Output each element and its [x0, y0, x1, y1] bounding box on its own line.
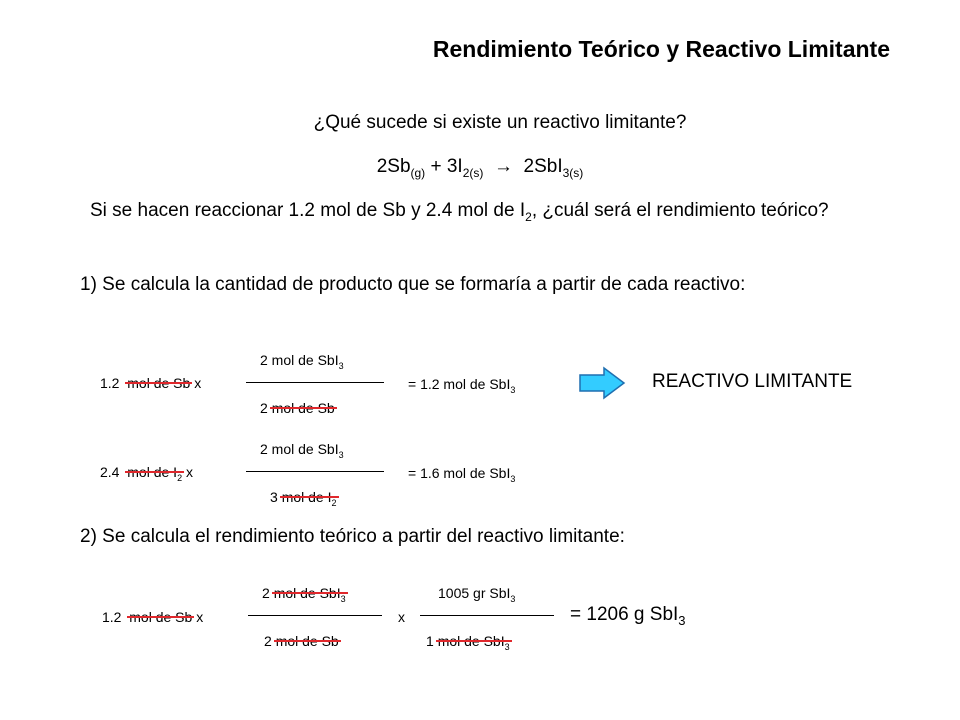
calc3-qty: 1.2	[102, 609, 122, 625]
calc2-unit-text: mol de I	[127, 464, 178, 480]
calc3-reactant	[102, 609, 203, 625]
calc1-reactant	[100, 375, 201, 391]
calc3-result-text: = 1206 g SbI	[570, 604, 679, 625]
calc3-den2-unit-struck	[437, 633, 510, 652]
calc1-result-text: = 1.2 mol de SbI	[408, 376, 511, 392]
calc1-numerator	[260, 352, 344, 371]
calc2-num-text: 2 mol de SbI	[260, 441, 339, 457]
eq-arrow: →	[493, 156, 513, 177]
calc3-result	[570, 604, 686, 626]
calc3-den2-qty: 1	[426, 633, 434, 649]
eq-i2-state: 2(s)	[462, 165, 484, 180]
calc1-fraction-line	[246, 382, 384, 383]
calc3-den2-unit-text: mol de SbI	[437, 633, 505, 649]
calc2-den-unit-struck	[281, 489, 337, 508]
calc1-times: x	[194, 375, 202, 391]
calc2-denominator	[270, 489, 337, 508]
calc1-result	[408, 376, 516, 395]
calc2-den-sub: 2	[331, 497, 337, 508]
calc1-num-sub: 3	[338, 360, 344, 371]
calc3-unit-struck: mol de Sb	[129, 609, 193, 625]
page-title: Rendimiento Teórico y Reactivo Limitante	[432, 36, 890, 62]
calc3-den1-unit-struck: mol de Sb	[275, 633, 339, 649]
calc3-times-2: x	[398, 609, 405, 625]
calc2-unit-sub: 2	[177, 472, 183, 483]
calc3-den2-sub: 3	[504, 641, 510, 652]
calc3-num1-sub: 3	[340, 593, 346, 604]
calc3-result-sub: 3	[678, 612, 686, 628]
calc3-numerator-1	[262, 585, 346, 604]
calc1-den-unit-struck: mol de Sb	[271, 400, 335, 416]
calc3-num1-unit-text: mol de SbI	[273, 585, 341, 601]
calc2-den-qty: 3	[270, 489, 278, 505]
eq-i2: 3I	[446, 156, 463, 177]
calc1-den-qty: 2	[260, 400, 268, 416]
eq-product-state: 3(s)	[562, 165, 584, 180]
right-arrow-icon	[578, 366, 626, 400]
eq-product: 2SbI	[523, 156, 563, 177]
step-1-text: 1) Se calcula la cantidad de producto que se formaría a partir de cada reactivo:	[80, 274, 746, 295]
calc3-num1-unit-struck	[273, 585, 346, 604]
calc1-result-sub: 3	[510, 384, 516, 395]
calc2-times: x	[185, 464, 193, 480]
calc1-qty: 1.2	[100, 375, 120, 391]
calc2-numerator	[260, 441, 344, 460]
calc3-denominator-1	[264, 633, 339, 649]
limiting-reagent-label: REACTIVO LIMITANTE	[652, 371, 853, 392]
calc3-denominator-2	[426, 633, 510, 652]
problem-text-end: , ¿cuál será el rendimiento teórico?	[531, 200, 829, 221]
eq-plus: +	[430, 156, 442, 177]
calc3-numerator-2	[438, 585, 516, 604]
calc2-den-unit-text: mol de I	[281, 489, 332, 505]
calc3-num2-text: 1005 gr SbI	[438, 585, 511, 601]
calc2-qty: 2.4	[100, 464, 120, 480]
calc2-result	[408, 465, 516, 484]
problem-text: Si se hacen reaccionar 1.2 mol de Sb y 2.4 mol de I	[90, 200, 526, 221]
chemical-equation	[0, 156, 960, 178]
calc3-den1-qty: 2	[264, 633, 272, 649]
calc1-num-text: 2 mol de SbI	[260, 352, 339, 368]
calc2-num-sub: 3	[338, 449, 344, 460]
calc1-denominator	[260, 400, 335, 416]
calc3-num2-sub: 3	[510, 593, 516, 604]
calc2-reactant	[100, 464, 193, 483]
calc2-result-sub: 3	[510, 473, 516, 484]
problem-sub: 2	[525, 209, 532, 224]
calc3-times: x	[196, 609, 204, 625]
eq-sb-state: (g)	[410, 165, 426, 180]
calc2-unit-struck	[127, 464, 183, 483]
calc3-num1-qty: 2	[262, 585, 270, 601]
calc1-unit-struck: mol de Sb	[127, 375, 191, 391]
problem-statement	[90, 196, 890, 225]
step-2-text: 2) Se calcula el rendimiento teórico a partir del reactivo limitante:	[80, 526, 625, 547]
eq-sb: 2Sb	[376, 156, 411, 177]
calc2-fraction-line	[246, 471, 384, 472]
question: ¿Qué sucede si existe un reactivo limitante?	[313, 112, 687, 133]
calc2-result-text: = 1.6 mol de SbI	[408, 465, 511, 481]
calc3-fraction-line-2	[420, 615, 554, 616]
calc3-fraction-line-1	[248, 615, 382, 616]
